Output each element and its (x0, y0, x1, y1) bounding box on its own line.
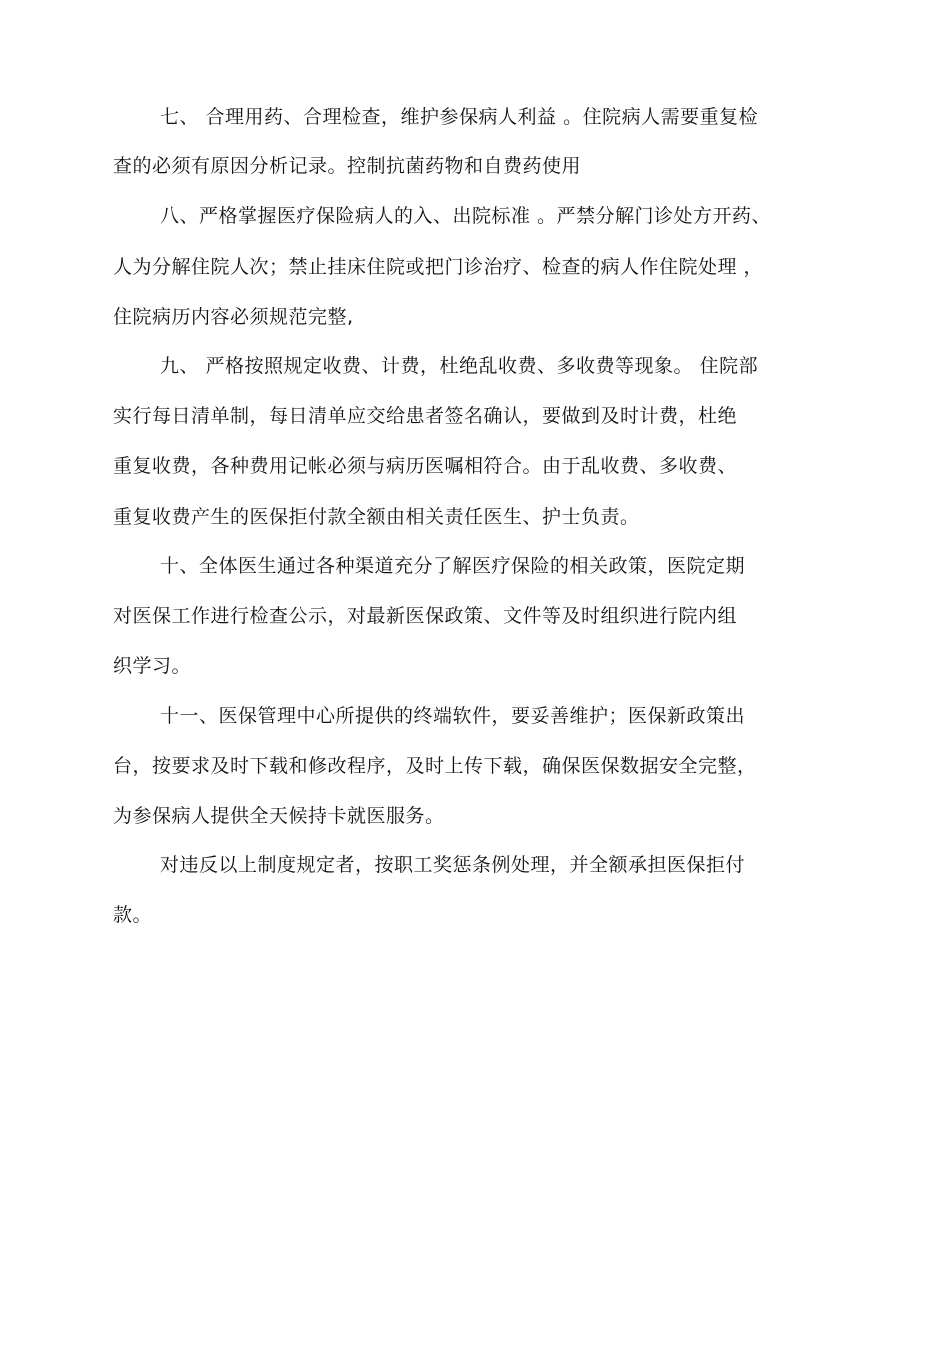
paragraph-7-line-2: 查的必须有原因分析记录。控制抗菌药物和自费药使用 (113, 155, 582, 177)
paragraph-9-line-1: 九、 严格按照规定收费、计费，杜绝乱收费、多收费等现象。 住院部 (160, 355, 759, 377)
paragraph-9-line-3: 重复收费，各种费用记帐必须与病历医嘱相符合。由于乱收费、多收费、 (113, 455, 738, 477)
paragraph-7-line-1: 七、 合理用药、合理检查，维护参保病人利益 。住院病人需要重复检 (160, 106, 759, 128)
closing-line-2: 款。 (113, 904, 153, 926)
paragraph-11-line-3: 为参保病人提供全天候持卡就医服务。 (113, 805, 445, 827)
paragraph-8-line-1: 八、严格掌握医疗保险病人的入、出院标准 。严禁分解门诊处方开药、 (160, 205, 772, 227)
paragraph-11-line-1: 十一、医保管理中心所提供的终端软件，要妥善维护；医保新政策出 (160, 705, 746, 727)
paragraph-8-line-3: 住院病历内容必须规范完整, (113, 306, 354, 328)
paragraph-9-line-4: 重复收费产生的医保拒付款全额由相关责任医生、护士负责。 (113, 506, 640, 528)
paragraph-9-line-2: 实行每日清单制，每日清单应交给患者签名确认，要做到及时计费，杜绝 (113, 405, 738, 427)
paragraph-8-line-2: 人为分解住院人次；禁止挂床住院或把门诊治疗、检查的病人作住院处理 ， (113, 256, 764, 278)
paragraph-10-line-3: 织学习。 (113, 655, 192, 677)
paragraph-10-line-1: 十、全体医生通过各种渠道充分了解医疗保险的相关政策，医院定期 (160, 555, 746, 577)
closing-line-1: 对违反以上制度规定者，按职工奖惩条例处理，并全额承担医保拒付 (160, 854, 746, 876)
paragraph-11-line-2: 台，按要求及时下载和修改程序，及时上传下载，确保医保数据安全完整， (113, 755, 757, 777)
paragraph-10-line-2: 对医保工作进行检查公示，对最新医保政策、文件等及时组织进行院内组 (113, 605, 738, 627)
